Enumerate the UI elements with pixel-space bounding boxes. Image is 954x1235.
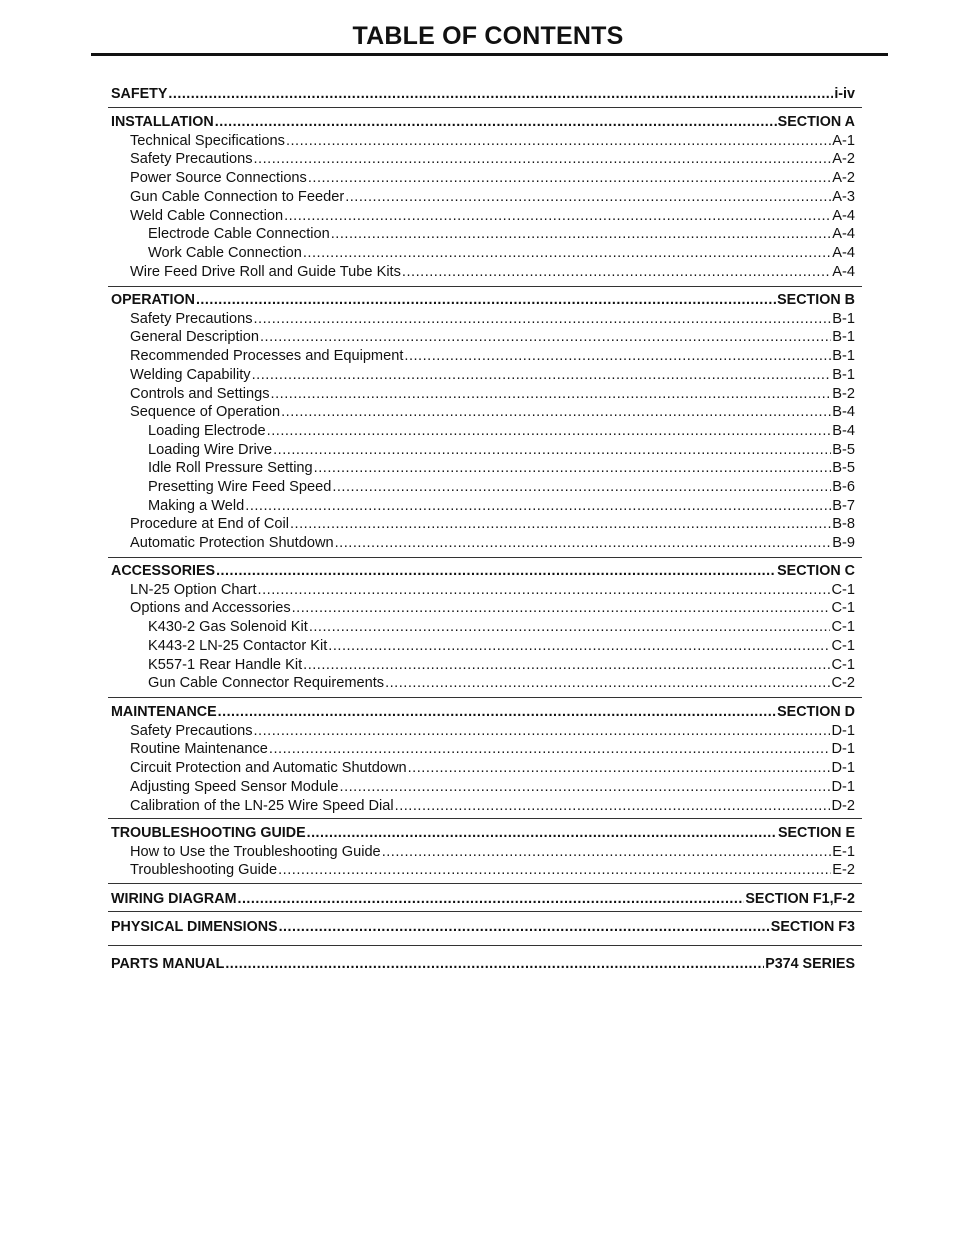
entry-title: How to Use the Troubleshooting Guide [130, 843, 381, 860]
page-reference: B-8 [832, 516, 855, 533]
entry-title: Safety Precautions [130, 310, 253, 327]
toc-entry [130, 169, 855, 187]
page-reference: SECTION B [777, 292, 855, 308]
page-reference: A-2 [832, 151, 855, 168]
page-reference: C-1 [831, 581, 855, 598]
page-reference: A-4 [832, 244, 855, 261]
dot-leader [271, 385, 832, 403]
toc-entry [130, 778, 855, 796]
page-reference: B-5 [832, 441, 855, 458]
toc-entry [130, 581, 855, 599]
toc-entry [148, 422, 855, 440]
page-reference: A-1 [832, 132, 855, 149]
page-reference: A-4 [832, 263, 855, 280]
entry-title: Idle Roll Pressure Setting [148, 460, 313, 477]
toc-entry [130, 740, 855, 758]
dot-leader [331, 225, 832, 243]
entry-title: Wire Feed Drive Roll and Guide Tube Kits [130, 263, 401, 280]
entry-title: Calibration of the LN-25 Wire Speed Dial [130, 797, 394, 814]
page-reference: A-3 [832, 188, 855, 205]
page-reference: B-7 [832, 497, 855, 514]
section-title: INSTALLATION [111, 114, 214, 130]
page-reference: SECTION D [777, 704, 855, 720]
page-reference: B-2 [832, 385, 855, 402]
dot-leader [408, 759, 831, 777]
toc-entry [130, 150, 855, 168]
entry-title: Safety Precautions [130, 151, 253, 168]
entry-title: Automatic Protection Shutdown [130, 535, 334, 552]
entry-title: K557-1 Rear Handle Kit [148, 656, 303, 673]
page-reference: B-4 [832, 404, 855, 421]
dot-leader [218, 703, 777, 721]
dot-leader [279, 918, 770, 936]
page-reference: C-1 [831, 656, 855, 673]
dot-leader [260, 328, 831, 346]
dot-leader [404, 347, 831, 365]
entry-title: Weld Cable Connection [130, 207, 284, 224]
entry-title: Procedure at End of Coil [130, 516, 289, 533]
toc-entry [148, 618, 855, 636]
entry-title: Presetting Wire Feed Speed [148, 479, 332, 495]
dot-leader [267, 422, 832, 440]
entry-title: Technical Specifications [130, 132, 285, 149]
dot-leader [237, 890, 744, 908]
page-reference: A-2 [832, 170, 855, 187]
toc-entry [130, 843, 855, 861]
dot-leader [314, 459, 832, 477]
page-reference: SECTION F3 [770, 919, 855, 935]
dot-leader [254, 310, 832, 328]
table-of-contents [108, 0, 862, 1000]
dot-leader [252, 366, 832, 384]
dot-leader [278, 861, 831, 879]
toc-entry [148, 674, 855, 692]
section-title: TROUBLESHOOTING GUIDE [111, 825, 306, 841]
toc-entry [130, 328, 855, 346]
page-reference: P374 SERIES [765, 956, 855, 972]
page-reference: B-4 [832, 422, 855, 439]
section-title: PARTS MANUAL [111, 956, 225, 972]
entry-title: Routine Maintenance [130, 741, 268, 758]
dot-leader [328, 637, 830, 655]
section-divider [108, 911, 862, 912]
toc-section-heading [111, 113, 855, 131]
section-divider [108, 945, 862, 946]
entry-title: Welding Capability [130, 366, 251, 383]
page-reference: D-1 [831, 778, 855, 795]
entry-title: LN-25 Option Chart [130, 581, 257, 598]
toc-entry [130, 347, 855, 365]
toc-entry [130, 188, 855, 206]
toc-entry [130, 366, 855, 384]
dot-leader [273, 441, 831, 459]
dot-leader [254, 150, 832, 168]
page-reference: A-4 [832, 226, 855, 243]
page-reference: B-9 [832, 535, 855, 552]
dot-leader [269, 740, 831, 758]
entry-title: Sequence of Operation [130, 404, 281, 421]
entry-title: Power Source Connections [130, 170, 307, 187]
section-title: MAINTENANCE [111, 704, 217, 720]
entry-title: Circuit Protection and Automatic Shutdown [130, 760, 407, 777]
toc-entry [148, 459, 855, 477]
dot-leader [225, 955, 764, 973]
entry-title: K443-2 LN-25 Contactor Kit [148, 637, 328, 654]
page-reference: B-6 [832, 479, 855, 495]
dot-leader [345, 188, 831, 206]
section-divider [108, 107, 862, 108]
toc-entry [148, 637, 855, 655]
page-reference: SECTION E [777, 825, 855, 841]
dot-leader [395, 797, 831, 815]
page-reference: D-1 [831, 722, 855, 739]
dot-leader [281, 403, 831, 421]
toc-section-heading [111, 85, 855, 103]
section-divider [108, 697, 862, 698]
dot-leader [382, 843, 832, 861]
dot-leader [254, 722, 831, 740]
entry-title: Safety Precautions [130, 722, 253, 739]
entry-title: Gun Cable Connector Requirements [148, 675, 385, 692]
section-title: OPERATION [111, 292, 195, 308]
toc-section-heading [111, 562, 855, 580]
dot-leader [303, 656, 830, 674]
entry-title: Troubleshooting Guide [130, 862, 278, 879]
page-reference: B-5 [832, 460, 855, 477]
entry-title: Work Cable Connection [148, 244, 302, 261]
dot-leader [245, 497, 831, 515]
section-title: ACCESSORIES [111, 563, 216, 579]
dot-leader [284, 207, 831, 225]
page-reference: C-1 [831, 637, 855, 654]
dot-leader [385, 674, 830, 692]
toc-entry [148, 478, 855, 496]
page-reference: E-1 [832, 843, 855, 860]
entry-title: Electrode Cable Connection [148, 226, 330, 243]
entry-title: Options and Accessories [130, 600, 291, 617]
toc-entry [130, 722, 855, 740]
toc-entry [130, 385, 855, 403]
entry-title: Loading Wire Drive [148, 441, 273, 458]
section-divider [108, 883, 862, 884]
dot-leader [335, 534, 832, 552]
page-reference: SECTION C [777, 563, 855, 579]
toc-entry [130, 861, 855, 879]
toc-entry [130, 132, 855, 150]
dot-leader [196, 291, 776, 309]
entry-title: Recommended Processes and Equipment [130, 348, 404, 365]
toc-section-heading [111, 890, 855, 908]
dot-leader [290, 515, 831, 533]
dot-leader [402, 263, 831, 281]
entry-title: Controls and Settings [130, 385, 270, 402]
page-title: TABLE OF CONTENTS [352, 22, 624, 50]
page-reference: E-2 [832, 862, 855, 879]
dot-leader [340, 778, 831, 796]
entry-title: Loading Electrode [148, 422, 266, 439]
section-title: PHYSICAL DIMENSIONS [111, 919, 278, 935]
entry-title: Gun Cable Connection to Feeder [130, 188, 345, 205]
toc-section-heading [111, 824, 855, 842]
page-reference: C-1 [831, 619, 855, 636]
section-divider [108, 818, 862, 819]
toc-entry [148, 656, 855, 674]
dot-leader [292, 599, 831, 617]
toc-section-heading [111, 955, 855, 973]
toc-entry [148, 225, 855, 243]
page-reference: D-2 [831, 797, 855, 814]
dot-leader [258, 581, 831, 599]
section-title: SAFETY [111, 86, 168, 102]
toc-section-heading [111, 918, 855, 936]
page-reference: B-1 [832, 329, 855, 346]
section-title: WIRING DIAGRAM [111, 891, 237, 907]
dot-leader [309, 618, 831, 636]
dot-leader [216, 562, 776, 580]
section-divider [108, 286, 862, 287]
toc-entry [130, 534, 855, 552]
toc-entry [130, 599, 855, 617]
toc-entry [130, 759, 855, 777]
toc-entry [130, 515, 855, 533]
toc-entry [130, 797, 855, 815]
page-reference: B-1 [832, 310, 855, 327]
toc-entry [148, 244, 855, 262]
toc-entry [148, 497, 855, 515]
page-reference: D-1 [831, 741, 855, 758]
dot-leader [303, 244, 831, 262]
entry-title: Making a Weld [148, 497, 245, 514]
dot-leader [286, 132, 831, 150]
dot-leader [332, 478, 831, 496]
page-reference: SECTION F1,F-2 [745, 891, 855, 907]
entry-title: K430-2 Gas Solenoid Kit [148, 619, 308, 636]
dot-leader [215, 113, 777, 131]
toc-entry [130, 403, 855, 421]
dot-leader [168, 85, 833, 103]
page-reference: i-iv [834, 86, 855, 102]
entry-title: General Description [130, 329, 259, 346]
dot-leader [307, 824, 777, 842]
page-reference: D-1 [831, 760, 855, 777]
page-reference: SECTION A [777, 114, 855, 130]
page-reference: B-1 [832, 366, 855, 383]
dot-leader [308, 169, 831, 187]
page-reference: C-1 [831, 600, 855, 617]
entry-title: Adjusting Speed Sensor Module [130, 778, 339, 795]
section-divider [108, 557, 862, 558]
page-reference: A-4 [832, 207, 855, 224]
toc-entry [148, 441, 855, 459]
page-reference: B-1 [832, 348, 855, 365]
toc-entry [130, 207, 855, 225]
toc-section-heading [111, 703, 855, 721]
toc-entry [130, 263, 855, 281]
page-reference: C-2 [831, 675, 855, 692]
toc-section-heading [111, 291, 855, 309]
toc-entry [130, 310, 855, 328]
